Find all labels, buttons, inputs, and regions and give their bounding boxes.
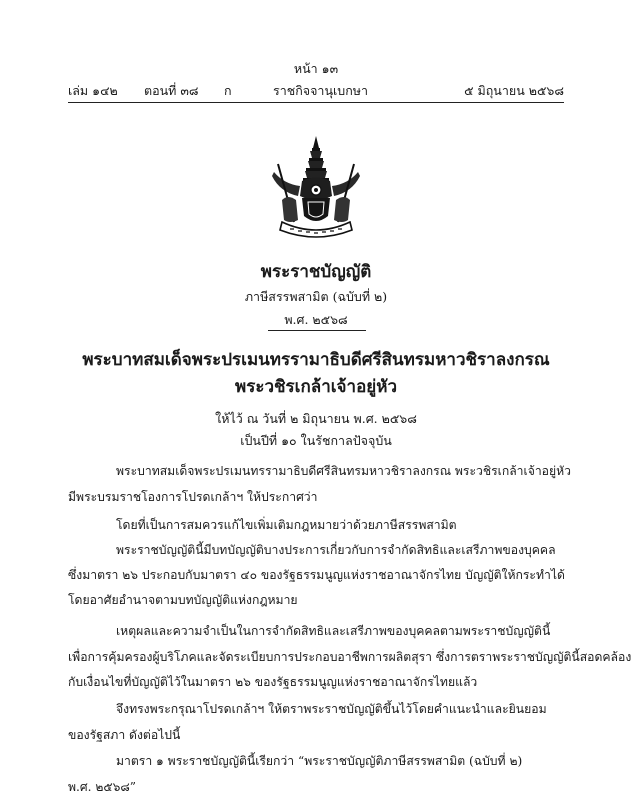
- royal-name-line-1: พระบาทสมเด็จพระปรเมนทรรามาธิบดีศรีสินทรมหาวชิราลงกรณ: [82, 350, 550, 370]
- body-line: มีพระบรมราชโองการโปรดเกล้าฯ ให้ประกาศว่า: [68, 490, 318, 504]
- running-header: [68, 81, 564, 99]
- section-label: ก: [224, 83, 232, 98]
- body-line: พระราชบัญญัตินี้มีบทบัญญัติบางประการเกี่ยวกับการจำกัดสิทธิและเสรีภาพของบุคคล: [116, 543, 556, 557]
- act-subtitle: ภาษีสรรพสามิต (ฉบับที่ ๒): [244, 289, 388, 304]
- publication-date: ๕ มิถุนายน ๒๕๖๘: [464, 83, 564, 98]
- reign-year: เป็นปีที่ ๑๐ ในรัชกาลปัจจุบัน: [240, 433, 392, 448]
- royal-name-line-2: พระวชิรเกล้าเจ้าอยู่หัว: [235, 377, 397, 397]
- issue-label: ตอนที่ ๓๘: [144, 83, 199, 98]
- body-line: โดยอาศัยอำนาจตามบทบัญญัติแห่งกฎหมาย: [68, 593, 298, 607]
- act-title: พระราชบัญญัติ: [260, 262, 372, 282]
- page-number: หน้า ๑๓: [293, 61, 339, 76]
- given-date: ให้ไว้ ณ วันที่ ๒ มิถุนายน พ.ศ. ๒๕๖๘: [215, 411, 417, 426]
- royal-garuda-seal-icon: [264, 134, 368, 244]
- volume-label: เล่ม ๑๔๒: [68, 83, 118, 98]
- body-line: โดยที่เป็นการสมควรแก้ไขเพิ่มเติมกฎหมายว่าด้วยภาษีสรรพสามิต: [116, 518, 457, 532]
- body-line: เหตุผลและความจำเป็นในการจำกัดสิทธิและเสรีภาพของบุคคลตามพระราชบัญญัตินี้: [116, 624, 551, 638]
- body-line: ของรัฐสภา ดังต่อไปนี้: [68, 728, 181, 742]
- body-line: กับเงื่อนไขที่บัญญัติไว้ในมาตรา ๒๖ ของรัฐธรรมนูญแห่งราชอาณาจักรไทยแล้ว: [68, 675, 478, 689]
- title-divider: [268, 330, 366, 331]
- body-line: เพื่อการคุ้มครองผู้บริโภคและจัดระเบียบการประกอบอาชีพการผลิตสุรา ซึ่งการตราพระราชบัญญัตินี้สอดคล้อง: [68, 650, 632, 664]
- body-line: มาตรา ๑ พระราชบัญญัตินี้เรียกว่า “พระราชบัญญัติภาษีสรรพสามิต (ฉบับที่ ๒): [116, 754, 523, 768]
- gazette-name: ราชกิจจานุเบกษา: [273, 83, 369, 98]
- body-line: จึงทรงพระกรุณาโปรดเกล้าฯ ให้ตราพระราชบัญญัติขึ้นไว้โดยคำแนะนำและยินยอม: [116, 702, 547, 716]
- body-line: พ.ศ. ๒๕๖๘”: [68, 780, 137, 794]
- body-line: พระบาทสมเด็จพระปรเมนทรรามาธิบดีศรีสินทรมหาวชิราลงกรณ พระวชิรเกล้าเจ้าอยู่หัว: [116, 464, 572, 478]
- act-year: พ.ศ. ๒๕๖๘: [284, 312, 348, 327]
- header-divider: [68, 102, 564, 103]
- body-line: ซึ่งมาตรา ๒๖ ประกอบกับมาตรา ๔๐ ของรัฐธรรมนูญแห่งราชอาณาจักรไทย บัญญัติให้กระทำได้: [68, 568, 565, 582]
